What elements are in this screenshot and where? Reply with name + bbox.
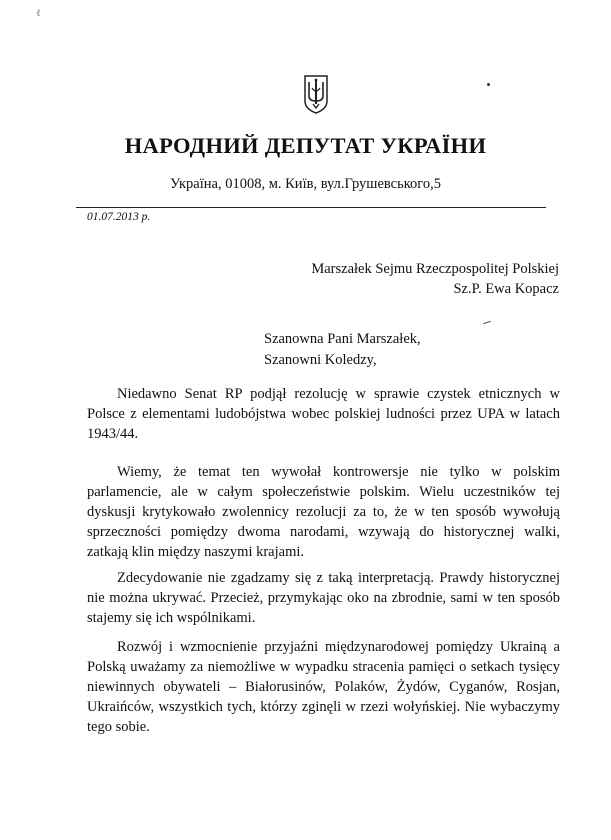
- letter-date: 01.07.2013 р.: [87, 211, 151, 223]
- letterhead-address: Україна, 01008, м. Київ, вул.Грушевського,5: [170, 176, 441, 192]
- letterhead-title: НАРОДНИЙ ДЕПУТАТ УКРАЇНИ: [124, 133, 487, 158]
- body-paragraph-3: Zdecydowanie nie zgadzamy się z taką interpretacją. Prawdy historycznej nie można ukrywać. Przecież, przymykając oko na zbrodnie, sami w ten sposób stajemy się ich wspólnikami.: [87, 570, 560, 626]
- margin-pencil-mark: ℓ: [36, 8, 41, 19]
- trident-emblem-icon: [302, 74, 330, 114]
- body-paragraph-2: Wiemy, że temat ten wywołał kontrowersje nie tylko w polskim parlamencie, ale w całym społeczeństwie polskim. Wielu uczestników tej dyskusji krytykowało zwolennicy rezolucji za to, że w ten sposób wywołują sprzeczności pomiędzy dwoma narodami, wzywają do historycznej walki, zatkają klin między naszymi krajami.: [87, 464, 560, 560]
- letterhead-divider: [76, 207, 546, 208]
- body-paragraph-4: Rozwój i wzmocnienie przyjaźni międzynarodowej pomiędzy Ukrainą a Polską uważamy za niemożliwe w wypadku stracenia pamięci o setkach tysięcy niewinnych obywateli – Białorusinów, Polaków, Żydów, Cyganów, Rosjan, Ukraińców, wszystkich tych, którzy zginęli w rzezi wołyńskiej. Nie wybaczymy tego sobie.: [87, 639, 560, 735]
- salutation-line-1: Szanowna Pani Marszałek,: [264, 331, 421, 347]
- salutation-line-2: Szanowni Koledzy,: [264, 352, 377, 368]
- recipient-line-2: Sz.P. Ewa Kopacz: [453, 281, 559, 297]
- recipient-line-1: Marszałek Sejmu Rzeczpospolitej Polskiej: [311, 261, 559, 277]
- stray-ink-dot: [487, 83, 490, 86]
- body-paragraph-1: Niedawno Senat RP podjął rezolucję w sprawie czystek etnicznych w Polsce z elementami ludobójstwa wobec polskiej ludności przez UPA w latach 1943/44.: [87, 386, 560, 442]
- stray-mark: [483, 321, 491, 324]
